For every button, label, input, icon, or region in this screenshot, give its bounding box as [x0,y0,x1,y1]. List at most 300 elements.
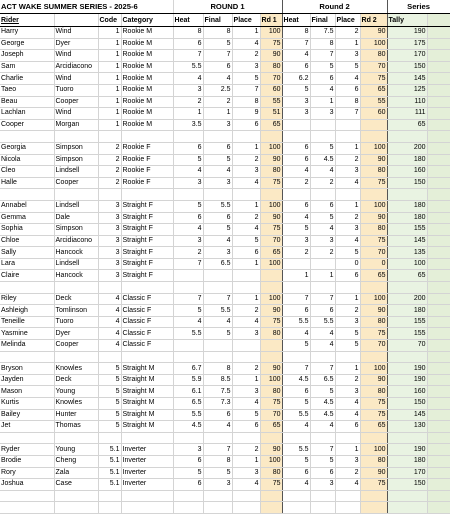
heat2-cell[interactable] [282,131,310,143]
heat1-cell[interactable]: 6 [173,212,203,224]
place1-cell[interactable]: 3 [232,166,260,178]
rd1-points-cell[interactable]: 70 [260,235,282,247]
heat2-cell[interactable]: 5 [282,340,310,352]
place1-cell[interactable] [232,490,260,502]
final1-cell[interactable] [203,131,232,143]
category-cell[interactable]: Straight M [121,386,173,398]
code-cell[interactable]: 4 [98,340,121,352]
category-cell[interactable]: Straight M [121,398,173,410]
rider-first-name[interactable]: Gemma [0,212,54,224]
rider-first-name[interactable]: Sally [0,247,54,259]
rider-first-name[interactable] [0,131,54,143]
final2-cell[interactable]: 6.5 [310,374,335,386]
heat2-cell[interactable]: 5 [282,84,310,96]
heat1-cell[interactable]: 6 [173,38,203,50]
final2-cell[interactable] [310,351,335,363]
rider-surname[interactable]: Simpson [54,142,98,154]
place2-cell[interactable]: 1 [335,38,360,50]
rider-first-name[interactable]: Rory [0,467,54,479]
tally-cell[interactable]: 200 [387,142,427,154]
col-heat1[interactable]: Heat [173,14,203,27]
rd1-points-cell[interactable]: 70 [260,73,282,85]
heat2-cell[interactable]: 6 [282,386,310,398]
rider-first-name[interactable]: Chloe [0,235,54,247]
place2-cell[interactable]: 2 [335,154,360,166]
rd1-points-cell[interactable]: 55 [260,96,282,108]
rd2-points-cell[interactable]: 100 [360,363,387,375]
rd1-points-cell[interactable]: 90 [260,212,282,224]
rd1-points-cell[interactable]: 51 [260,108,282,120]
tally-cell[interactable]: 150 [387,177,427,189]
heat1-cell[interactable]: 5.5 [173,409,203,421]
place2-cell[interactable]: 3 [335,224,360,236]
place1-cell[interactable]: 5 [232,73,260,85]
rd2-points-cell[interactable]: 75 [360,177,387,189]
rd1-points-cell[interactable]: 100 [260,293,282,305]
place1-cell[interactable] [232,131,260,143]
rd2-points-cell[interactable] [360,189,387,201]
code-cell[interactable]: 4 [98,328,121,340]
rd1-points-cell[interactable]: 75 [260,224,282,236]
rd2-points-cell[interactable]: 65 [360,84,387,96]
heat2-cell[interactable]: 4 [282,166,310,178]
category-cell[interactable]: Straight F [121,212,173,224]
category-cell[interactable]: Rookie F [121,166,173,178]
place2-cell[interactable] [335,490,360,502]
rider-surname[interactable]: Tuoro [54,84,98,96]
rd1-points-cell[interactable]: 100 [260,200,282,212]
rd1-points-cell[interactable]: 75 [260,479,282,491]
category-cell[interactable]: Inverter [121,479,173,491]
place2-cell[interactable]: 1 [335,444,360,456]
rider-surname[interactable]: Hunter [54,409,98,421]
tally-cell[interactable]: 150 [387,479,427,491]
place2-cell[interactable]: 3 [335,50,360,62]
place1-cell[interactable]: 6 [232,421,260,433]
code-cell[interactable]: 3 [98,270,121,282]
heat2-cell[interactable] [282,119,310,131]
rider-surname[interactable]: Simpson [54,154,98,166]
heat1-cell[interactable]: 6 [173,142,203,154]
place1-cell[interactable]: 6 [232,119,260,131]
rd1-points-cell[interactable]: 100 [260,27,282,39]
series-extra-cell[interactable] [427,398,450,410]
rd1-points-cell[interactable]: 80 [260,328,282,340]
place2-cell[interactable]: 4 [335,177,360,189]
tally-cell[interactable]: 160 [387,166,427,178]
rd2-points-cell[interactable]: 100 [360,200,387,212]
place1-cell[interactable]: 4 [232,398,260,410]
heat2-cell[interactable]: 1 [282,270,310,282]
rider-surname[interactable]: Young [54,444,98,456]
tally-cell[interactable]: 190 [387,444,427,456]
heat2-cell[interactable] [282,490,310,502]
rd2-points-cell[interactable] [360,502,387,514]
heat2-cell[interactable]: 7 [282,38,310,50]
rd2-points-cell[interactable] [360,490,387,502]
col-rd1[interactable]: Rd 1 [260,14,282,27]
rd1-points-cell[interactable] [260,270,282,282]
heat1-cell[interactable]: 4 [173,166,203,178]
rider-surname[interactable]: Arcidiacono [54,61,98,73]
heat1-cell[interactable]: 6.1 [173,386,203,398]
place2-cell[interactable]: 6 [335,421,360,433]
series-extra-cell[interactable] [427,235,450,247]
final2-cell[interactable]: 1 [310,96,335,108]
rider-surname[interactable]: Dale [54,212,98,224]
tally-cell[interactable]: 180 [387,212,427,224]
place1-cell[interactable]: 1 [232,142,260,154]
place2-cell[interactable]: 2 [335,27,360,39]
heat1-cell[interactable]: 5.9 [173,374,203,386]
code-cell[interactable]: 3 [98,224,121,236]
final1-cell[interactable]: 5 [203,154,232,166]
rd1-points-cell[interactable]: 80 [260,386,282,398]
code-cell[interactable]: 3 [98,247,121,259]
rider-surname[interactable]: Cooper [54,96,98,108]
tally-cell[interactable]: 190 [387,27,427,39]
rider-first-name[interactable]: George [0,38,54,50]
final2-cell[interactable] [310,502,335,514]
rd1-points-cell[interactable]: 90 [260,363,282,375]
final2-cell[interactable]: 4.5 [310,409,335,421]
tally-cell[interactable] [387,189,427,201]
col-final2[interactable]: Final [310,14,335,27]
rd1-points-cell[interactable] [260,340,282,352]
rider-surname[interactable]: Young [54,386,98,398]
heat2-cell[interactable]: 6 [282,154,310,166]
heat1-cell[interactable]: 5 [173,200,203,212]
series-extra-cell[interactable] [427,293,450,305]
rd2-points-cell[interactable]: 75 [360,328,387,340]
code-cell[interactable]: 3 [98,235,121,247]
code-cell[interactable]: 1 [98,27,121,39]
series-extra-cell[interactable] [427,96,450,108]
final2-cell[interactable]: 6 [310,305,335,317]
col-rd2[interactable]: Rd 2 [360,14,387,27]
place2-cell[interactable] [335,131,360,143]
rd2-points-cell[interactable]: 65 [360,421,387,433]
rider-first-name[interactable]: Mason [0,386,54,398]
place1-cell[interactable]: 4 [232,479,260,491]
rd2-points-cell[interactable]: 75 [360,73,387,85]
tally-cell[interactable]: 111 [387,108,427,120]
final1-cell[interactable]: 2 [203,96,232,108]
final2-cell[interactable]: 1 [310,270,335,282]
final1-cell[interactable] [203,282,232,294]
place1-cell[interactable]: 2 [232,363,260,375]
rider-surname[interactable]: Wind [54,27,98,39]
tally-cell[interactable]: 180 [387,154,427,166]
tally-cell[interactable]: 110 [387,96,427,108]
rd1-points-cell[interactable] [260,282,282,294]
tally-cell[interactable] [387,131,427,143]
place2-cell[interactable]: 4 [335,235,360,247]
category-cell[interactable]: Straight M [121,409,173,421]
rider-first-name[interactable]: Sam [0,61,54,73]
final1-cell[interactable] [203,340,232,352]
final2-cell[interactable]: 2 [310,247,335,259]
code-cell[interactable]: 1 [98,61,121,73]
heat1-cell[interactable] [173,189,203,201]
place1-cell[interactable]: 5 [232,409,260,421]
rd2-points-cell[interactable]: 90 [360,27,387,39]
rider-first-name[interactable]: Jayden [0,374,54,386]
final1-cell[interactable]: 6.5 [203,258,232,270]
tally-cell[interactable]: 130 [387,421,427,433]
rd2-points-cell[interactable] [360,131,387,143]
heat1-cell[interactable] [173,490,203,502]
col-place1[interactable]: Place [232,14,260,27]
heat2-cell[interactable]: 6 [282,142,310,154]
heat1-cell[interactable]: 4.5 [173,421,203,433]
category-cell[interactable]: Straight M [121,374,173,386]
tally-cell[interactable]: 155 [387,316,427,328]
rd1-points-cell[interactable]: 100 [260,258,282,270]
category-cell[interactable]: Straight M [121,421,173,433]
rider-first-name[interactable]: Cooper [0,119,54,131]
rider-surname[interactable]: Knowles [54,363,98,375]
rd1-points-cell[interactable] [260,189,282,201]
final2-cell[interactable]: 2 [310,177,335,189]
rider-first-name[interactable]: Lara [0,258,54,270]
col-surname[interactable] [54,14,98,27]
rider-first-name[interactable]: Georgia [0,142,54,154]
rider-surname[interactable] [54,351,98,363]
code-cell[interactable]: 4 [98,305,121,317]
rd2-points-cell[interactable] [360,432,387,444]
place2-cell[interactable] [335,189,360,201]
rd2-points-cell[interactable]: 90 [360,374,387,386]
place2-cell[interactable]: 2 [335,374,360,386]
rider-surname[interactable] [54,131,98,143]
rd2-points-cell[interactable]: 70 [360,61,387,73]
category-cell[interactable]: Straight F [121,270,173,282]
series-extra-cell[interactable] [427,490,450,502]
place1-cell[interactable]: 3 [232,386,260,398]
category-cell[interactable] [121,282,173,294]
heat1-cell[interactable] [173,340,203,352]
rider-first-name[interactable]: Sophia [0,224,54,236]
category-cell[interactable]: Classic F [121,340,173,352]
series-extra-cell[interactable] [427,432,450,444]
final2-cell[interactable]: 4 [310,224,335,236]
final1-cell[interactable]: 8 [203,363,232,375]
heat1-cell[interactable]: 5 [173,305,203,317]
rider-surname[interactable]: Wind [54,73,98,85]
category-cell[interactable]: Rookie F [121,142,173,154]
code-cell[interactable]: 1 [98,96,121,108]
rider-first-name[interactable]: Ashleigh [0,305,54,317]
col-heat2[interactable]: Heat [282,14,310,27]
category-cell[interactable]: Straight F [121,247,173,259]
rd1-points-cell[interactable]: 80 [260,61,282,73]
heat2-cell[interactable] [282,282,310,294]
place1-cell[interactable] [232,351,260,363]
final1-cell[interactable]: 4 [203,73,232,85]
final1-cell[interactable]: 3 [203,479,232,491]
code-cell[interactable]: 2 [98,166,121,178]
sheet-title[interactable]: ACT WAKE SUMMER SERIES - 2025-6 [0,0,173,14]
place1-cell[interactable] [232,282,260,294]
rider-first-name[interactable]: Harry [0,27,54,39]
round2-header[interactable]: Round 2 [282,0,387,14]
series-extra-cell[interactable] [427,38,450,50]
heat2-cell[interactable]: 5.5 [282,444,310,456]
tally-cell[interactable]: 100 [387,258,427,270]
place1-cell[interactable]: 2 [232,305,260,317]
heat1-cell[interactable]: 3 [173,235,203,247]
code-cell[interactable]: 1 [98,108,121,120]
final1-cell[interactable] [203,189,232,201]
rd2-points-cell[interactable]: 75 [360,479,387,491]
rd1-points-cell[interactable]: 90 [260,50,282,62]
code-cell[interactable]: 5.1 [98,467,121,479]
rider-surname[interactable]: Deck [54,374,98,386]
series-extra-cell[interactable] [427,282,450,294]
final2-cell[interactable]: 4 [310,340,335,352]
heat2-cell[interactable] [282,502,310,514]
rider-first-name[interactable] [0,490,54,502]
place2-cell[interactable]: 7 [335,108,360,120]
final1-cell[interactable]: 7.5 [203,386,232,398]
rd1-points-cell[interactable]: 90 [260,444,282,456]
category-cell[interactable]: Straight F [121,224,173,236]
tally-cell[interactable]: 170 [387,467,427,479]
final2-cell[interactable]: 5 [310,61,335,73]
rider-first-name[interactable]: Teneille [0,316,54,328]
rd1-points-cell[interactable]: 75 [260,177,282,189]
tally-cell[interactable]: 190 [387,374,427,386]
rd2-points-cell[interactable]: 90 [360,212,387,224]
tally-cell[interactable]: 180 [387,305,427,317]
heat2-cell[interactable] [282,189,310,201]
rd1-points-cell[interactable] [260,432,282,444]
rider-first-name[interactable] [0,502,54,514]
code-cell[interactable]: 2 [98,142,121,154]
rd1-points-cell[interactable] [260,351,282,363]
place1-cell[interactable]: 3 [232,328,260,340]
code-cell[interactable]: 3 [98,212,121,224]
final1-cell[interactable]: 8.5 [203,374,232,386]
final1-cell[interactable]: 5 [203,224,232,236]
series-extra-cell[interactable] [427,455,450,467]
series-extra-cell[interactable] [427,328,450,340]
series-extra-cell[interactable] [427,61,450,73]
rider-surname[interactable]: Hancock [54,247,98,259]
rider-first-name[interactable] [0,432,54,444]
heat2-cell[interactable]: 7 [282,363,310,375]
final2-cell[interactable]: 4.5 [310,398,335,410]
col-rider[interactable]: Rider [0,14,54,27]
category-cell[interactable]: Inverter [121,444,173,456]
rider-first-name[interactable]: Riley [0,293,54,305]
rider-first-name[interactable]: Charlie [0,73,54,85]
heat2-cell[interactable]: 6 [282,305,310,317]
heat1-cell[interactable]: 4 [173,73,203,85]
code-cell[interactable]: 5.1 [98,479,121,491]
category-cell[interactable]: Rookie M [121,27,173,39]
rd2-points-cell[interactable]: 75 [360,235,387,247]
series-extra-cell[interactable] [427,479,450,491]
rider-surname[interactable]: Wind [54,50,98,62]
code-cell[interactable]: 2 [98,154,121,166]
series-extra-cell[interactable] [427,386,450,398]
heat1-cell[interactable]: 6 [173,455,203,467]
final2-cell[interactable]: 7 [310,50,335,62]
rider-first-name[interactable]: Annabel [0,200,54,212]
tally-cell[interactable]: 150 [387,398,427,410]
final2-cell[interactable]: 4 [310,421,335,433]
rider-surname[interactable]: Lindsell [54,258,98,270]
place1-cell[interactable]: 4 [232,224,260,236]
heat2-cell[interactable]: 6.2 [282,73,310,85]
rider-surname[interactable]: Morgan [54,119,98,131]
rider-surname[interactable]: Knowles [54,398,98,410]
series-extra-cell[interactable] [427,305,450,317]
tally-cell[interactable]: 145 [387,235,427,247]
heat2-cell[interactable]: 6 [282,61,310,73]
series-extra-cell[interactable] [427,421,450,433]
rider-surname[interactable]: Cooper [54,177,98,189]
series-extra-cell[interactable] [427,247,450,259]
col-extra[interactable] [427,14,450,27]
category-cell[interactable]: Inverter [121,455,173,467]
place2-cell[interactable]: 5 [335,328,360,340]
round1-header[interactable]: ROUND 1 [173,0,282,14]
rd2-points-cell[interactable] [360,119,387,131]
rd1-points-cell[interactable]: 90 [260,154,282,166]
rider-first-name[interactable]: Yasmine [0,328,54,340]
heat1-cell[interactable]: 7 [173,50,203,62]
final1-cell[interactable]: 7 [203,50,232,62]
final2-cell[interactable]: 4 [310,328,335,340]
place2-cell[interactable]: 5 [335,247,360,259]
tally-cell[interactable]: 145 [387,409,427,421]
final1-cell[interactable]: 5.5 [203,305,232,317]
series-extra-cell[interactable] [427,340,450,352]
heat2-cell[interactable]: 3 [282,108,310,120]
tally-cell[interactable]: 175 [387,38,427,50]
code-cell[interactable] [98,282,121,294]
rider-first-name[interactable] [0,282,54,294]
heat2-cell[interactable]: 4 [282,479,310,491]
place1-cell[interactable]: 1 [232,200,260,212]
final1-cell[interactable]: 4 [203,421,232,433]
category-cell[interactable]: Straight M [121,363,173,375]
final2-cell[interactable]: 7 [310,293,335,305]
tally-cell[interactable]: 135 [387,247,427,259]
final1-cell[interactable] [203,432,232,444]
final1-cell[interactable]: 3 [203,119,232,131]
heat1-cell[interactable]: 8 [173,27,203,39]
category-cell[interactable]: Inverter [121,467,173,479]
rd2-points-cell[interactable]: 60 [360,108,387,120]
heat2-cell[interactable]: 5.5 [282,409,310,421]
final2-cell[interactable]: 5 [310,386,335,398]
rider-first-name[interactable]: Joseph [0,50,54,62]
place1-cell[interactable] [232,502,260,514]
final1-cell[interactable]: 5 [203,328,232,340]
category-cell[interactable] [121,490,173,502]
series-extra-cell[interactable] [427,166,450,178]
final2-cell[interactable]: 7.5 [310,27,335,39]
series-extra-cell[interactable] [427,27,450,39]
series-extra-cell[interactable] [427,502,450,514]
heat1-cell[interactable]: 5 [173,154,203,166]
heat2-cell[interactable]: 5 [282,398,310,410]
final2-cell[interactable]: 4 [310,84,335,96]
